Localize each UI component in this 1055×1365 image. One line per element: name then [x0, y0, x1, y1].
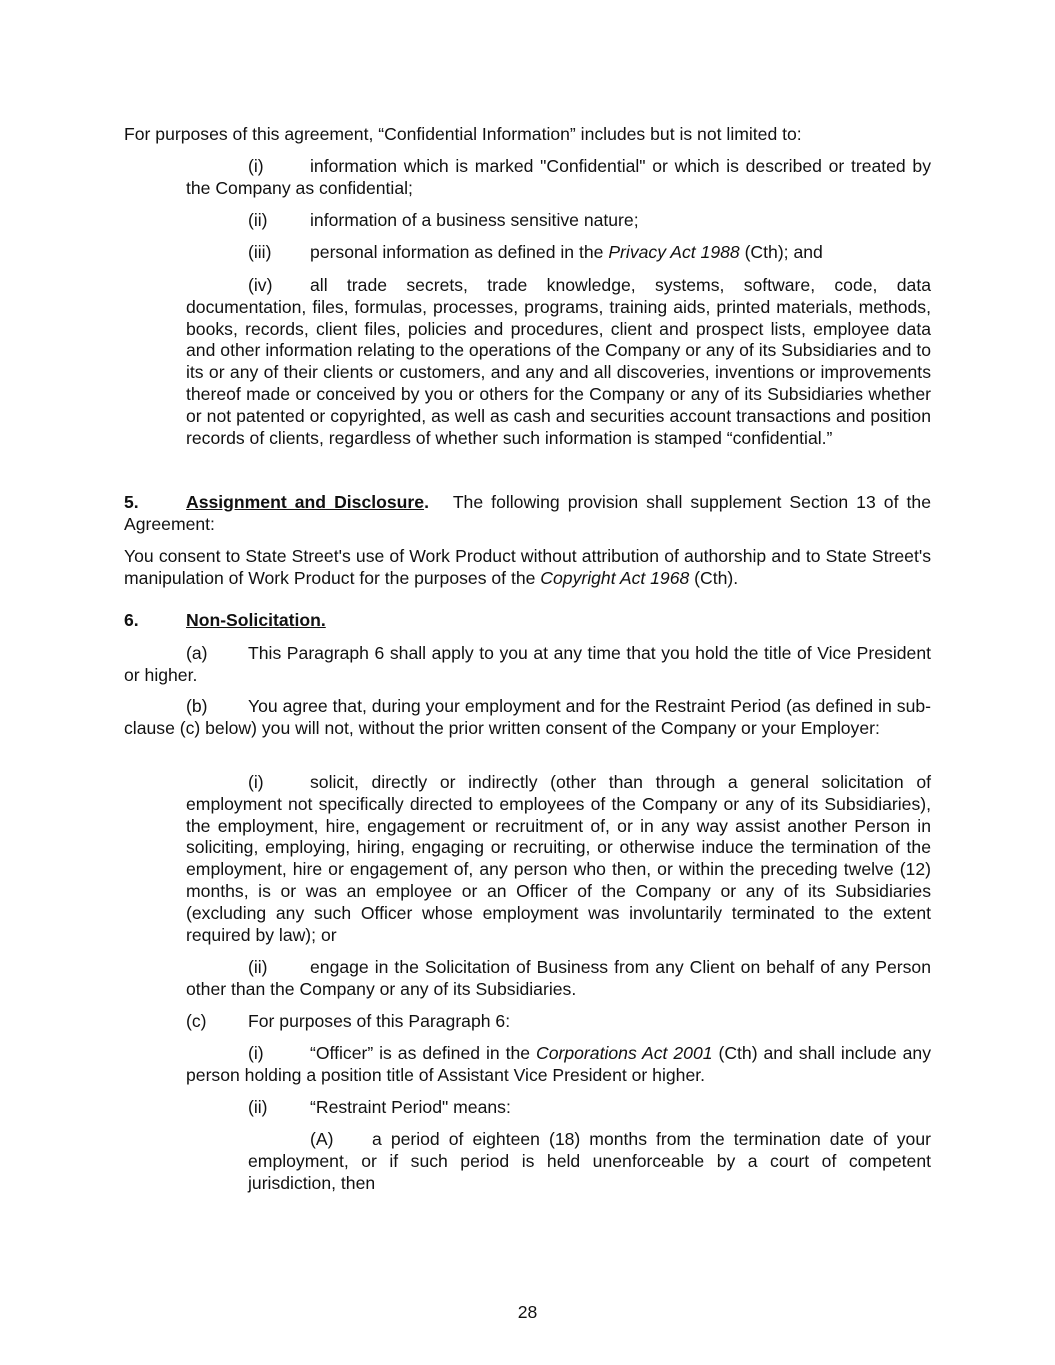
section-5-number: 5.	[124, 492, 139, 512]
section-6-c-ii: (ii) “Restraint Period" means:	[248, 1097, 511, 1117]
section-6-c-label: (c)	[186, 1011, 207, 1031]
section-6-a-label: (a)	[186, 643, 208, 663]
corporations-act-title: Corporations Act 2001	[536, 1043, 713, 1063]
section-6-c-i-label: (i)	[248, 1043, 264, 1063]
section-6-b-ii: (ii) engage in the Solicitation of Business from any Client on behalf of any Person other than the Company or any of its Subsidiaries.	[186, 957, 931, 999]
ci-item-ii	[186, 210, 931, 232]
section-6-b: (b) You agree that, during your employment and for the Restraint Period (as defined in sub-clause (c) below) you will not, without the prior written consent of the Company or your Employer:	[124, 696, 931, 738]
ci-item-iv	[186, 275, 931, 449]
ci-item-ii-label: (ii)	[248, 210, 268, 230]
privacy-act-title: Privacy Act 1988	[608, 242, 740, 262]
section-6-c-i: (i) “Officer” is as defined in the Corporations Act 2001 (Cth) and shall include any person holding a position title of Assistant Vice President or higher.	[186, 1043, 931, 1085]
intro-paragraph: For purposes of this agreement, “Confidential Information” includes but is not limited to:	[124, 124, 802, 144]
page-number: 28	[517, 1302, 538, 1322]
copyright-act-title: Copyright Act 1968	[540, 567, 690, 588]
section-6-b-i: (i) solicit, directly or indirectly (other than through a general solicitation of employment not specifically directed to employees of the Company or any of its Subsidiaries), the employment, hire, engagement or recruitment of, or in any way assist another Person in soliciting, employing, hiring, engaging or recruiting, or otherwise induce the termination of the employment, hire or engagement of, any person who then, or within the preceding twelve (12) months, is or was an employee or an Officer of the Company or any of its Subsidiaries (excluding any such Officer whose employment was involuntarily terminated to the extent required by law); or	[186, 772, 931, 945]
ci-item-ii-text: information of a business sensitive nature;	[310, 210, 639, 230]
ci-item-i-text: information which is marked "Confidential" or which is described or treated by the Company as confidential;	[186, 156, 931, 198]
section-5-body: You consent to State Street's use of Work Product without attribution of authorship and to State Street's manipulation of Work Product for the purposes of the Copyright Act 1968 (Cth).	[124, 546, 931, 588]
section-6-title: Non-Solicitation.	[186, 610, 326, 630]
section-5-title: Assignment and Disclosure	[186, 492, 425, 512]
section-6-number: 6.	[124, 610, 139, 630]
section-5-lead: The following provision shall supplement Section 13 of the Agreement:	[124, 492, 931, 534]
ci-item-iv-label: (iv)	[248, 275, 273, 295]
section-6-c-ii-A: (A) a period of eighteen (18) months from the termination date of your employment, or if such period is held unenforceable by a court of competent jurisdiction, then	[248, 1129, 931, 1193]
section-6-c-ii-A-label: (A)	[310, 1129, 334, 1149]
section-6-c-ii-label: (ii)	[248, 1097, 268, 1117]
section-6-c: (c) For purposes of this Paragraph 6:	[186, 1011, 511, 1031]
ci-item-iii-label: (iii)	[248, 242, 272, 262]
ci-item-iv-text: all trade secrets, trade knowledge, systems, software, code, data documentation, files, formulas, processes, programs, training aids, printed materials, methods, books, records, client files, policies and procedures, client and prospect lists, employee data and other information relating to the operations of the Company or any of its Subsidiaries and to its or any of their clients or customers, and any and all discoveries, inventions or improvements thereof made or conceived by you or others for the Company or any of its Subsidiaries whether or not patented or copyrighted, as well as cash and securities account transactions and position records of clients, regardless of whether such information is stamped “confidential.”	[186, 275, 931, 448]
section-6-b-i-label: (i)	[248, 772, 264, 792]
ci-item-i-label: (i)	[248, 156, 264, 176]
section-6-a: (a) This Paragraph 6 shall apply to you at any time that you hold the title of Vice President or higher.	[124, 643, 931, 685]
section-6-b-label: (b)	[186, 696, 208, 716]
section-6-heading	[124, 610, 931, 632]
ci-item-iii: (iii) personal information as defined in the Privacy Act 1988 (Cth); and	[248, 242, 823, 262]
section-6-b-ii-label: (ii)	[248, 957, 268, 977]
ci-item-i	[186, 156, 931, 200]
section-5-heading: 5. Assignment and Disclosure. The following provision shall supplement Section 13 of the Agreement:	[124, 492, 931, 534]
